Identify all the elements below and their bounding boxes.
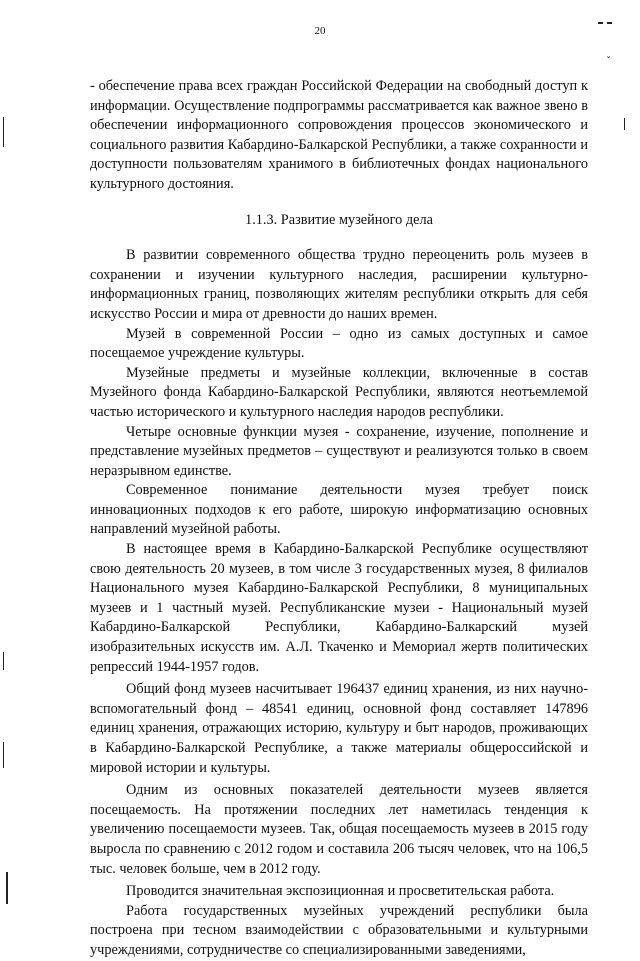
scan-mark-left-2 [3,652,4,670]
paragraph: Четыре основные функции музея - сохранение, изучение, пополнение и представление музейных предметов – существуют и реализуются только в своем неразрывном единстве. [90,423,588,479]
paragraph: Проводится значительная экспозиционная и просветительская работа. [126,883,555,900]
intro-paragraph: - обеспечение права всех граждан Российской Федерации на свободный доступ к информации. Осуществление подпрограммы рассматривается как важное звено в обеспечении информационного сопровождения процессов экономического и социального развития Кабардино-Балкарской Республики, а также сохранности и доступности пользователям хранимого в библиотечных фондах национального культурного достояния. [90,78,588,192]
page-number: 20 [314,25,326,37]
scan-mark-left-4 [6,872,8,904]
scan-mark-top-right-2 [607,22,612,24]
paragraph: В настоящее время в Кабардино-Балкарской Республике осуществляют свою деятельность 20 музеев, в том числе 3 государственных музея, 8 филиалов Национального музея Кабардино-Балкарской Республики, 8 муниципальных музеев и 1 частный музей. Республиканские музеи - Национальный музей Кабардино-Балкарской Республики, Кабардино-Балкарский музей изобразительных искусств им. А.Л. Ткаченко и Мемориал жертв политических репрессий 1944-1957 годов. [90,541,588,675]
paragraph: Работа государственных музейных учреждений республики была построена при тесном взаимодействии с образовательными и культурными учреждениями, сотрудничестве со специализированными заведениями, [90,902,588,958]
scan-mark-right-1 [624,118,625,130]
scan-dot-right: ˇ [606,56,611,67]
scan-mark-top-right [598,22,603,24]
scan-mark-left-1 [3,117,4,147]
scan-mark-left-3 [3,742,4,768]
paragraph: Музей в современной России – одно из самых доступных и самое посещаемое учреждение культуры. [90,325,588,362]
paragraph: Музейные предметы и музейные коллекции, включенные в состав Музейного фонда Кабардино-Балкарской Республики, являются неотъемлемой частью исторического и культурного наследия народов республики. [90,364,588,420]
paragraph: Одним из основных показателей деятельности музеев является посещаемость. На протяжении последних лет наметилась тенденция к увеличению посещаемости музеев. Так, общая посещаемость музеев в 2015 году выросла по сравнению с 2012 годом и составила 206 тысяч человек, что на 106,5 тыс. человек больше, чем в 2012 году. [90,782,588,877]
page-body [90,77,588,961]
section-heading: 1.1.3. Развитие музейного дела [245,211,433,228]
paragraph: Современное понимание деятельности музея требует поиск инновационных подходов к его работе, широкую информатизацию основных направлений музейной работы. [90,482,588,538]
paragraph: В развитии современного общества трудно переоценить роль музеев в сохранении и изучении культурного наследия, расширении культурно-информационных границ, позволяющих жителям республики открыть для себя искусство России и мира от древности до наших времен. [90,247,588,322]
paragraph: Общий фонд музеев насчитывает 196437 единиц хранения, из них научно-вспомогательный фонд – 48541 единиц, основной фонд составляет 147896 единиц хранения, отражающих историю, культуру и быт народов, проживающих в Кабардино-Балкарской Республике, а также материалы общероссийской и мировой истории и культуры. [90,681,588,776]
